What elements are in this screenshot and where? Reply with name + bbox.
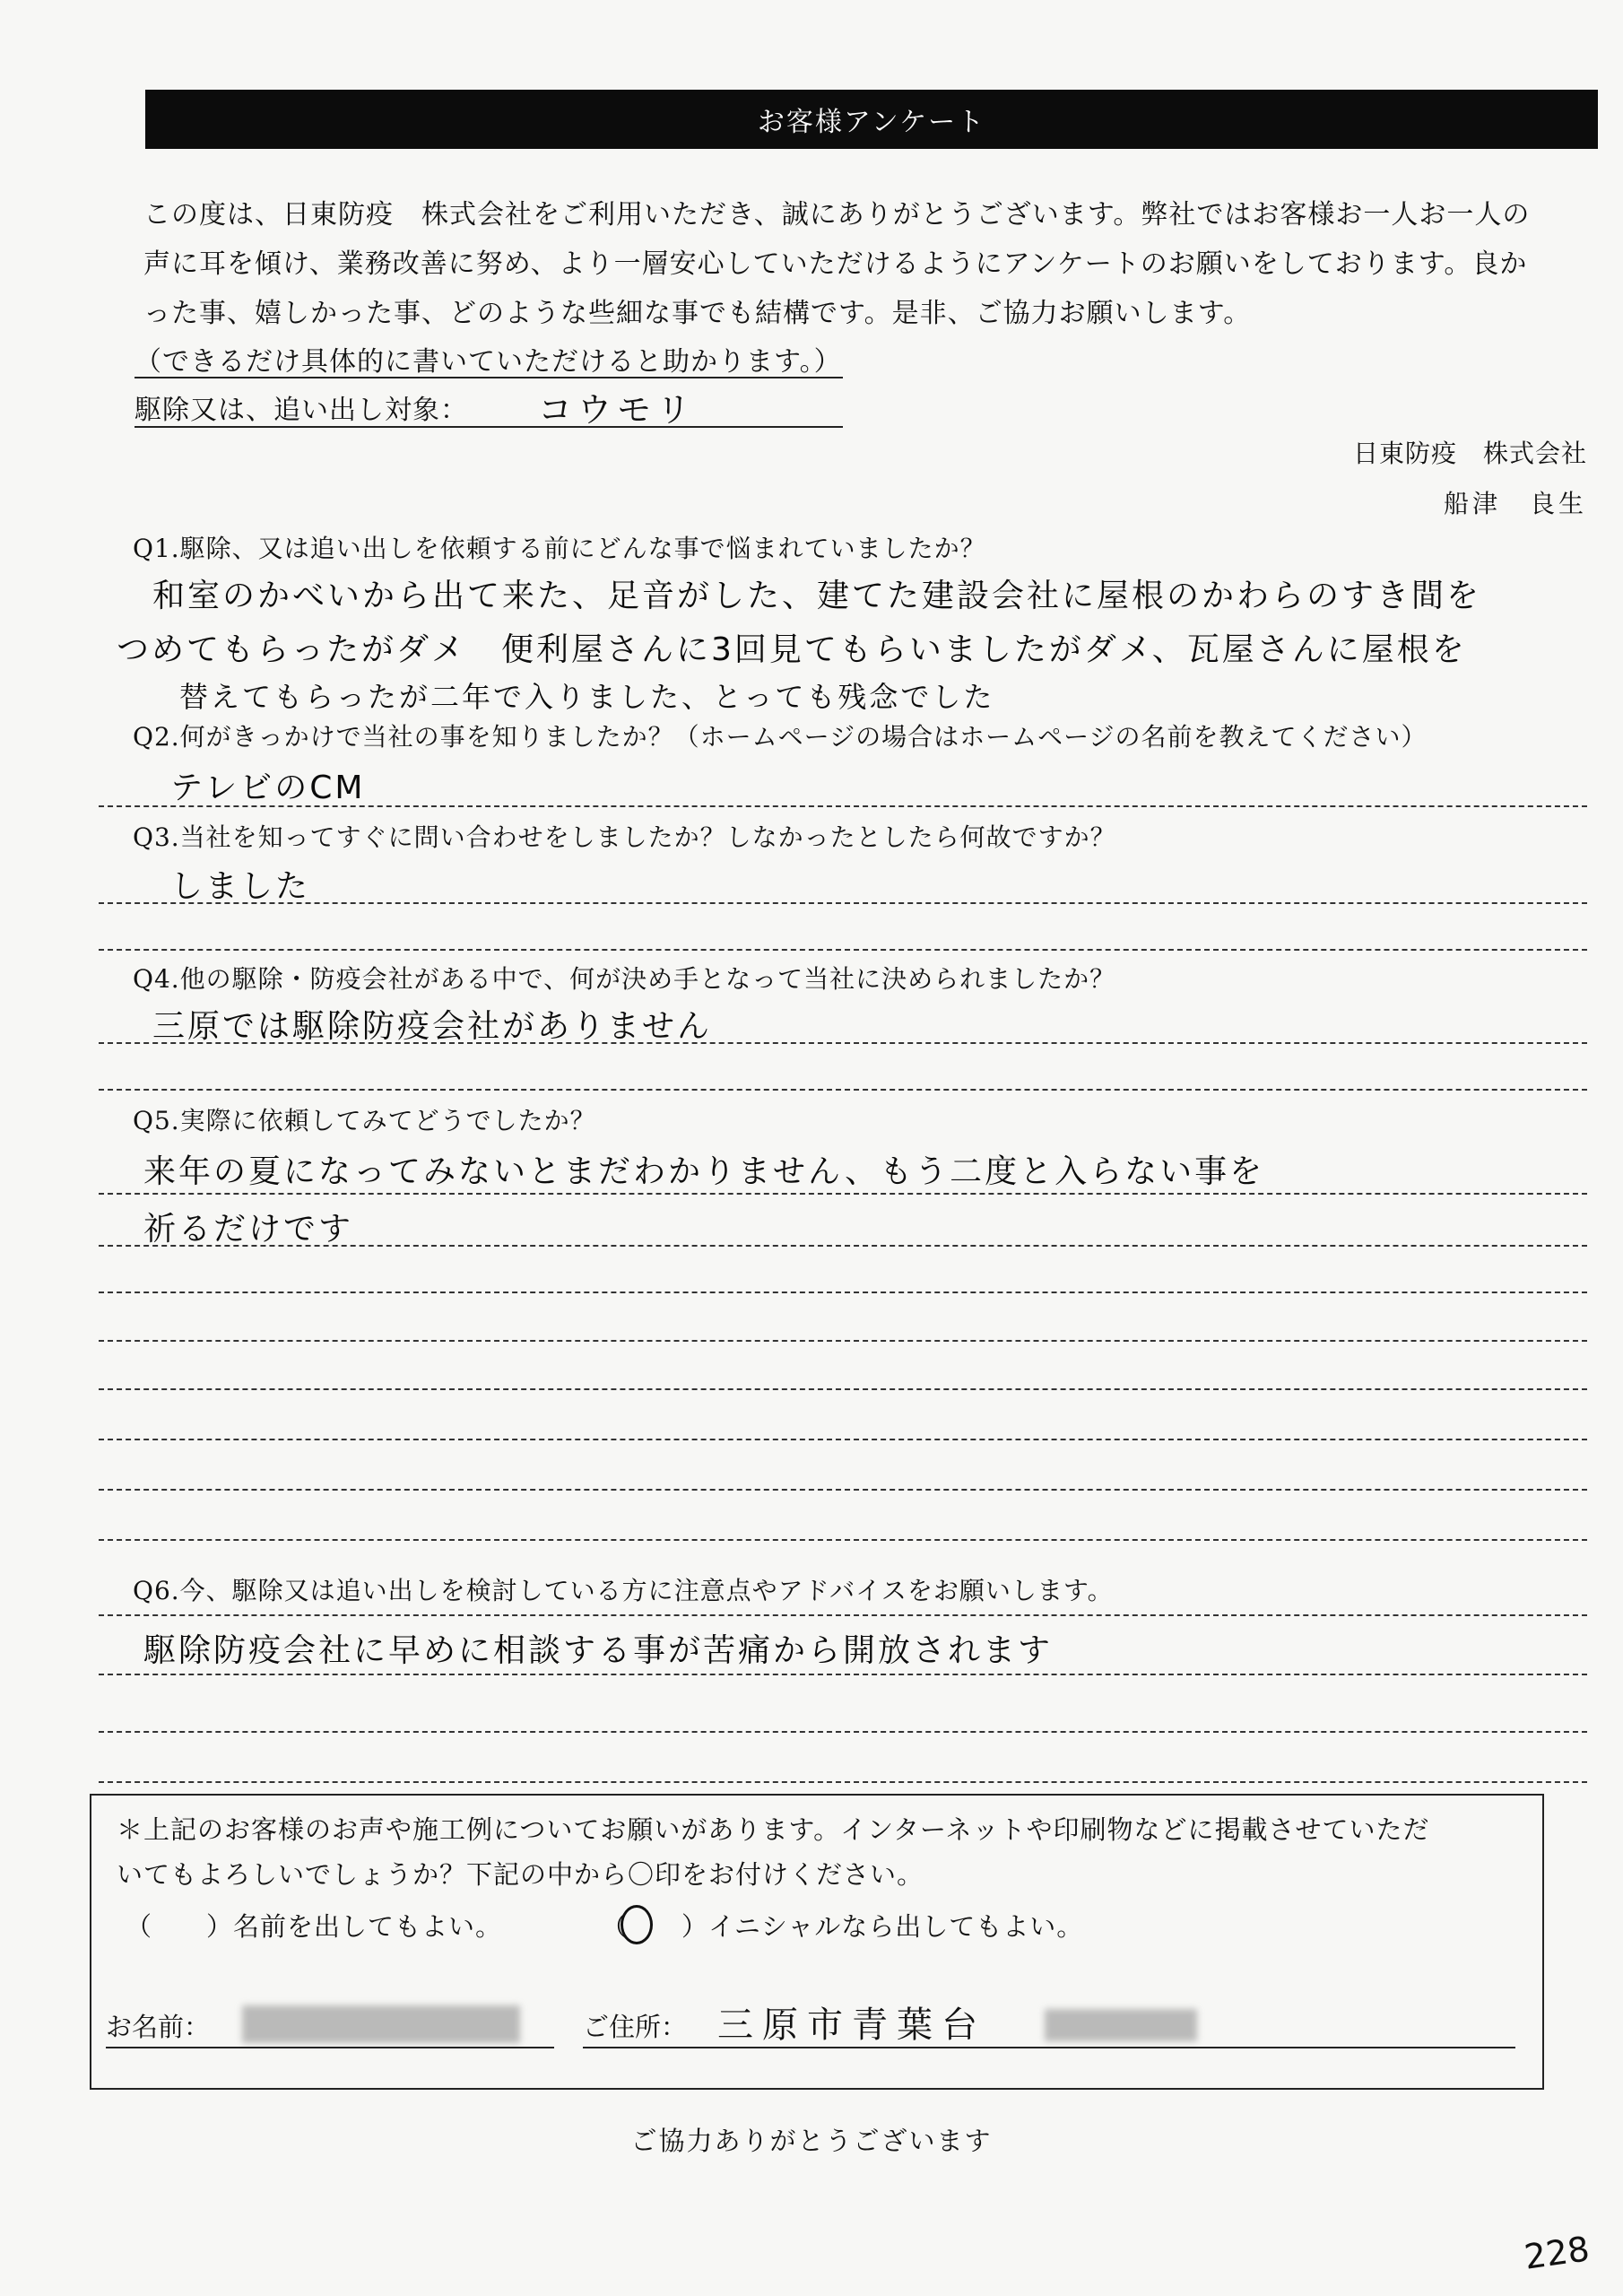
address-label: ご住所： <box>583 2012 688 2042</box>
answer-5-line-2: 祈るだけです <box>143 1211 354 1248</box>
dashed-line <box>99 1388 1587 1390</box>
consent-text-1: ＊上記のお客様のお声や施工例についてお願いがあります。インターネットや印刷物などに掲載させていただ <box>117 1814 1430 1845</box>
name-label: お名前： <box>106 2012 211 2042</box>
page-number: 228 <box>1522 2229 1593 2277</box>
answer-1-line-1: 和室のかべいから出て来た、足音がした、建てた建設会社に屋根のかわらのすき間を <box>152 578 1482 614</box>
target-underline <box>135 426 843 428</box>
intro-note: （できるだけ具体的に書いていただけると助かります。） <box>135 346 842 378</box>
answer-1-line-2: つめてもらったがダメ 便利屋さんに3回見てもらいましたがダメ、瓦屋さんに屋根を <box>117 631 1467 668</box>
dashed-line <box>99 1245 1587 1247</box>
dashed-line <box>99 1781 1587 1783</box>
intro-line: 声に耳を傾け、業務改善に努め、より一層安心していただけるようにアンケートのお願いをしております。良か <box>143 248 1528 280</box>
intro-line: この度は、日東防疫 株式会社をご利用いただき、誠にありがとうございます。弊社ではお客様お一人お一人の <box>143 199 1531 230</box>
staff-name: 船津 良生 <box>1443 489 1587 518</box>
redacted-name <box>242 2005 520 2043</box>
answer-4: 三原では駆除防疫会社がありません <box>152 1008 713 1045</box>
dashed-line <box>99 1042 1587 1044</box>
consent-option-initial[interactable]: （ ）イニシャルなら出してもよい。 <box>601 1911 1084 1942</box>
answer-1-line-3: 替えてもらったが二年で入りました、とっても残念でした <box>179 680 995 714</box>
answer-3: しました <box>170 868 311 905</box>
dashed-line <box>99 902 1587 904</box>
dashed-line <box>99 1340 1587 1342</box>
company-name: 日東防疫 株式会社 <box>1352 439 1587 468</box>
dashed-line <box>99 1089 1587 1091</box>
question-4: Q4.他の駆除・防疫会社がある中で、何が決め手となって当社に決められましたか？ <box>133 964 1116 994</box>
consent-text-2: いてもよろしいでしょうか？下記の中から〇印をお付けください。 <box>117 1859 924 1890</box>
target-answer: コウモリ <box>538 390 697 430</box>
dashed-line <box>99 1674 1587 1675</box>
note-underline <box>135 377 843 378</box>
question-2: Q2.何がきっかけで当社の事を知りましたか？（ホームページの場合はホームページの名前を教えてください） <box>133 722 1428 752</box>
intro-text <box>143 190 1605 338</box>
answer-6: 駆除防疫会社に早めに相談する事が苦痛から開放されます <box>143 1632 1054 1669</box>
redacted-address <box>1045 2009 1197 2041</box>
consent-option-name[interactable]: （ ）名前を出してもよい。 <box>126 1911 503 1942</box>
dashed-line <box>99 949 1587 951</box>
dashed-line <box>99 1614 1587 1616</box>
question-6: Q6.今、駆除又は追い出しを検討している方に注意点やアドバイスをお願いします。 <box>133 1576 1114 1605</box>
dashed-line <box>99 1193 1587 1195</box>
dashed-line <box>99 805 1587 807</box>
answer-5-line-1: 来年の夏になってみないとまだわかりません、もう二度と入らない事を <box>143 1153 1265 1190</box>
dashed-line <box>99 1292 1587 1293</box>
dashed-line <box>99 1489 1587 1491</box>
survey-title: お客様アンケート <box>145 90 1598 149</box>
selected-circle-mark <box>621 1905 653 1944</box>
dashed-line <box>99 1731 1587 1733</box>
name-underline <box>106 2047 554 2048</box>
target-label: 駆除又は、追い出し対象： <box>135 395 468 426</box>
address-underline <box>583 2047 1515 2048</box>
dashed-line <box>99 1439 1587 1440</box>
question-5: Q5.実際に依頼してみてどうでしたか？ <box>133 1106 596 1135</box>
thanks-text: ご協力ありがとうございます <box>630 2126 993 2156</box>
dashed-line <box>99 1539 1587 1541</box>
answer-2: テレビのCM <box>170 770 366 806</box>
question-1: Q1.駆除、又は追い出しを依頼する前にどんな事で悩まれていましたか？ <box>133 534 986 563</box>
address-answer: 三原市青葉台 <box>717 2005 986 2046</box>
intro-line: った事、嬉しかった事、どのような些細な事でも結構です。是非、ご協力お願いします。 <box>143 298 1252 329</box>
question-3: Q3.当社を知ってすぐに問い合わせをしましたか？しなかったとしたら何故ですか？ <box>133 822 1116 852</box>
